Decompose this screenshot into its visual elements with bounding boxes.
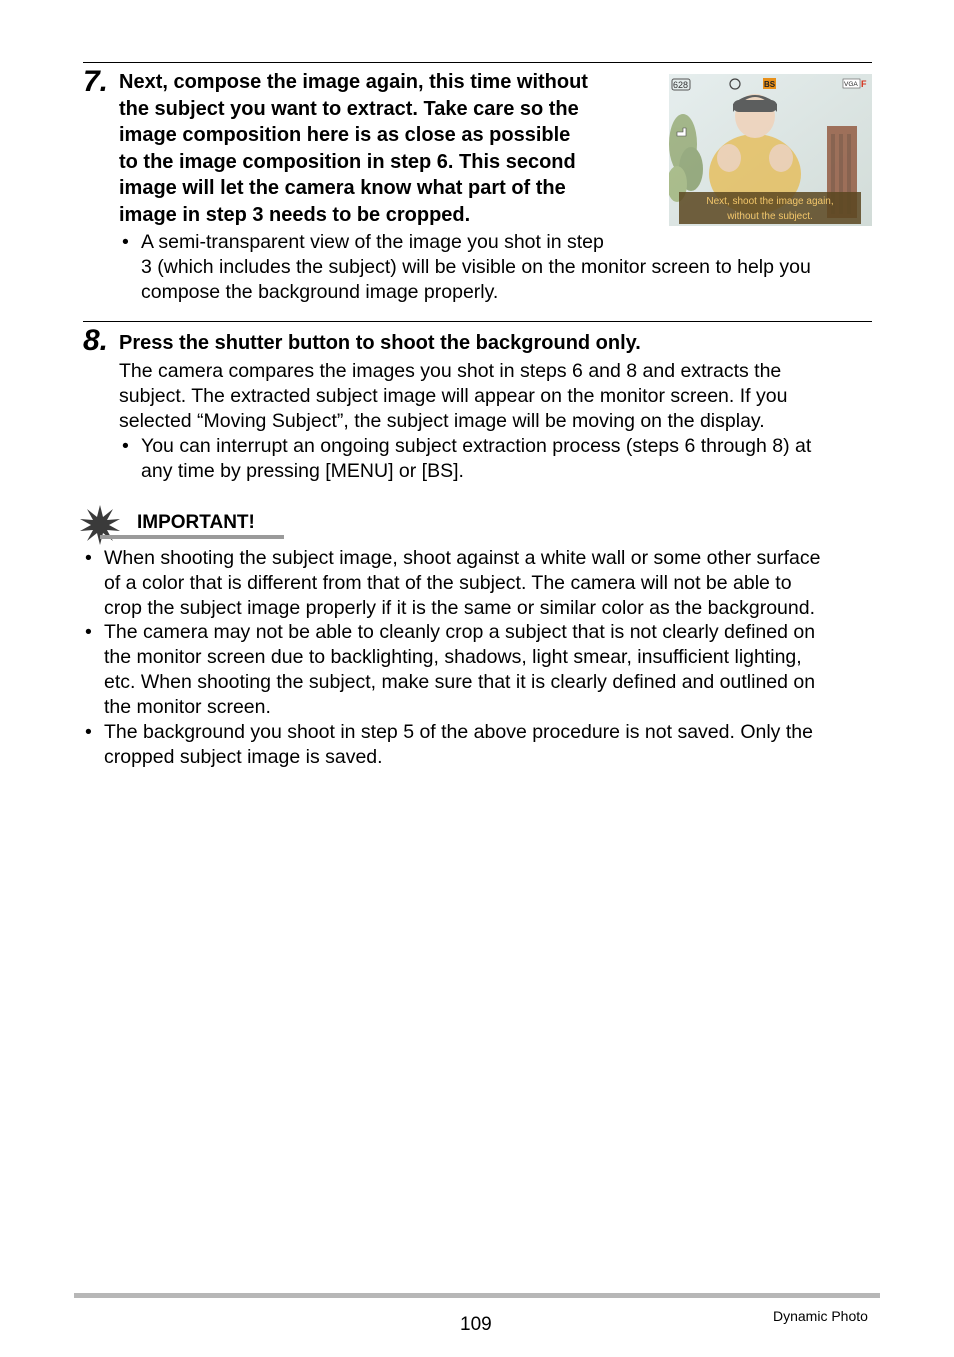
step-8-body [119, 359, 879, 434]
screen-mode-badge: BS [764, 80, 776, 89]
step-7-heading-line: image composition here is as close as possible [119, 124, 571, 146]
important-bullet [85, 620, 875, 720]
bullet-line: the monitor screen. [104, 696, 271, 718]
screen-message-line: without the subject. [727, 211, 813, 222]
step-7-number: 7. [83, 65, 109, 98]
page-number: 109 [460, 1314, 492, 1335]
bullet-text [141, 434, 811, 484]
bullet-line: crop the subject image properly if it is the same or similar color as the background. [104, 597, 815, 619]
bullet-text [104, 546, 879, 621]
important-underline [100, 535, 284, 539]
important-bullet [85, 720, 875, 770]
step-7-heading [119, 69, 659, 228]
step-7-heading-line: the subject you want to extract. Take care so the [119, 97, 579, 120]
bullet-line: of a color that is different from that of the subject. The camera will not be able to [104, 572, 792, 594]
section-name: Dynamic Photo [773, 1308, 868, 1324]
camera-monitor-screenshot [669, 74, 872, 226]
important-bullet [85, 546, 875, 621]
bullet-line: When shooting the subject image, shoot against a white wall or some other surface [104, 547, 821, 569]
footer-rule [74, 1293, 880, 1298]
step-7-top-rule [83, 62, 872, 63]
body-line: The camera compares the images you shot in steps 6 and 8 and extracts the [119, 360, 782, 382]
body-line: selected “Moving Subject”, the subject image will be moving on the display. [119, 410, 765, 432]
step-7-heading-line: to the image composition in step 6. This second [119, 150, 576, 173]
bullet-text [104, 620, 879, 720]
step-7-heading-line: Next, compose the image again, this time without [119, 71, 588, 93]
bullet-dot: • [122, 435, 129, 457]
step-7-bullet [122, 230, 872, 305]
screen-size-badge: VGA [844, 81, 858, 88]
bullet-line: The background you shoot in step 5 of the above procedure is not saved. Only the [104, 721, 813, 743]
screen-message-line: Next, shoot the image again, [706, 196, 834, 207]
bullet-line: the monitor screen due to backlighting, shadows, light smear, insufficient lighting, [104, 646, 802, 668]
step-8-heading: Press the shutter button to shoot the background only. [119, 332, 641, 354]
screen-quality-badge: F [861, 79, 867, 89]
bullet-line: The camera may not be able to cleanly crop a subject that is not clearly defined on [104, 621, 816, 643]
bullet-line: any time by pressing [MENU] or [BS]. [141, 460, 464, 482]
step-8-bullet [122, 434, 872, 484]
step-8-top-rule [83, 321, 872, 322]
monitor-scene [669, 74, 872, 226]
bullet-dot: • [85, 621, 92, 643]
bullet-line: etc. When shooting the subject, make sure that it is clearly defined and outlined on [104, 671, 816, 693]
bullet-line: cropped subject image is saved. [104, 746, 383, 768]
bullet-line: 3 (which includes the subject) will be visible on the monitor screen to help you [141, 256, 811, 278]
step-8-number: 8. [83, 324, 109, 357]
bullet-dot: • [85, 547, 92, 569]
bullet-line: A semi-transparent view of the image you shot in step [141, 231, 604, 253]
bullet-dot: • [122, 231, 129, 253]
body-line: subject. The extracted subject image will appear on the monitor screen. If you [119, 385, 788, 407]
bullet-dot: • [85, 721, 92, 743]
important-label: IMPORTANT! [137, 512, 255, 533]
screen-counter: 628 [673, 80, 689, 90]
bullet-text [104, 720, 879, 770]
bullet-line: compose the background image properly. [141, 281, 499, 303]
bullet-line: You can interrupt an ongoing subject extraction process (steps 6 through 8) at [141, 435, 812, 457]
burst-icon [80, 505, 120, 545]
step-7-heading-line: image will let the camera know what part of the [119, 177, 566, 199]
step-7-heading-line: image in step 3 needs to be cropped. [119, 203, 471, 226]
bullet-text [141, 230, 811, 305]
